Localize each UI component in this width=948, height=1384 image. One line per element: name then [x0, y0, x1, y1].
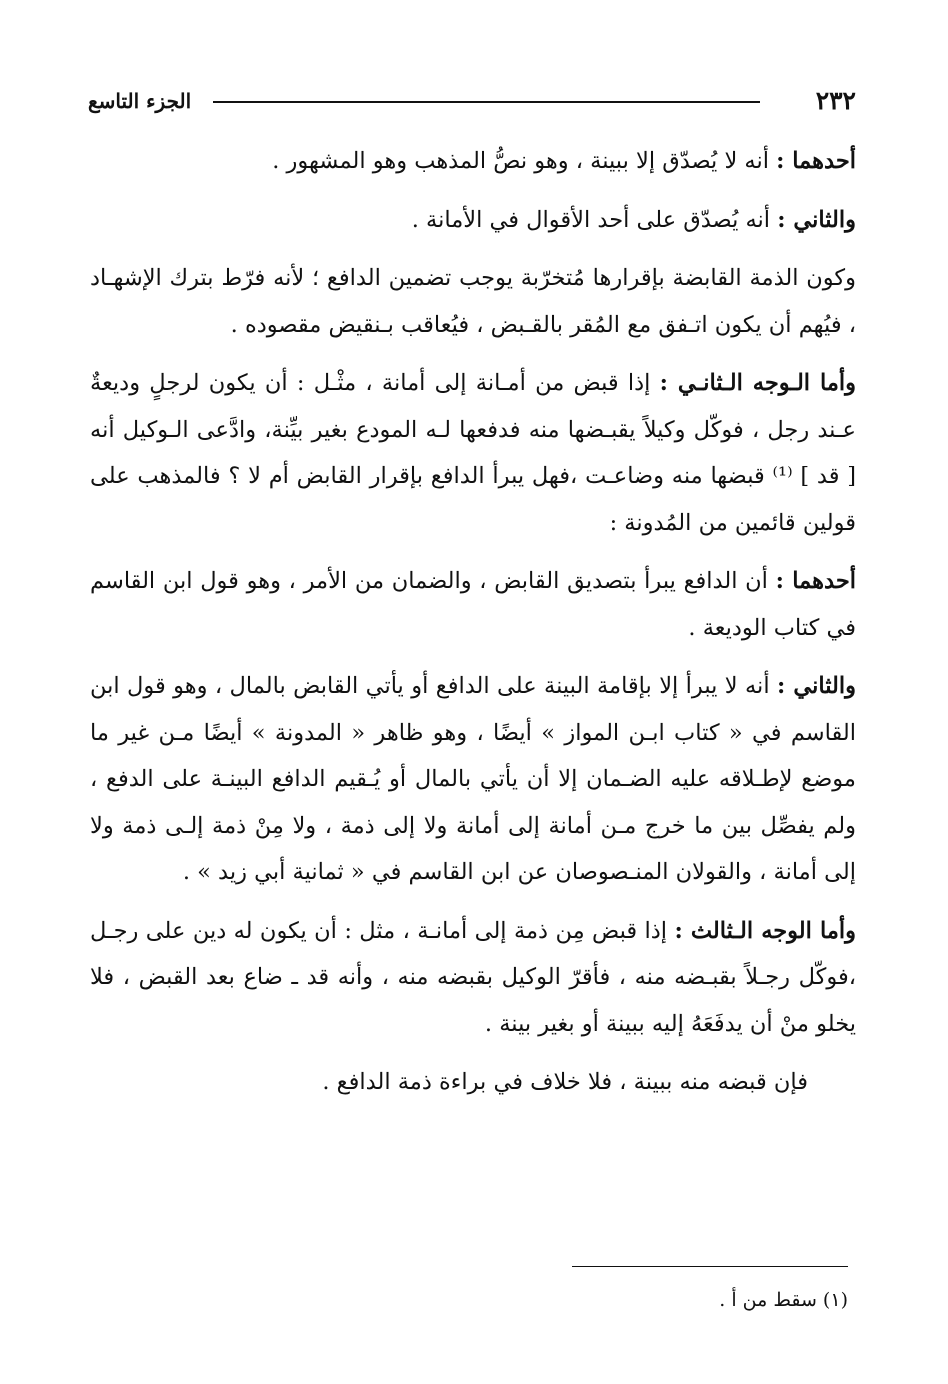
page-number: ٢٣٢ [815, 86, 856, 115]
paragraph-text: أنه يُصدّق على أحد الأقوال في الأمانة . [411, 206, 778, 233]
paragraph-text: أنه لا يُصدّق إلا ببينة ، وهو نصُّ المذهب وهو المشهور . [272, 148, 777, 174]
body-text [90, 138, 856, 1118]
paragraph-lead: والثاني : [776, 673, 856, 699]
paragraph-text: وكون الذمة القابضة بإقرارها مُتخرّبة يوجب تضمين الدافع ؛ لأنه فرّط بترك الإشهـاد ، فيُهم أن يكون اتـفق مع المُقر بالقـبض ، فيُعاقب بـنقيض مقصوده . [90, 265, 856, 338]
footnote-rule [572, 1266, 848, 1267]
paragraph [90, 138, 856, 185]
header-rule [213, 101, 760, 103]
paragraph-lead: والثاني : [777, 206, 856, 233]
paragraph [90, 255, 856, 348]
paragraph [90, 197, 856, 244]
paragraph-text: إذا قبض مِن ذمة إلى أمانـة ، مثل : أن يكون له دين على رجـل ،فوكّل رجـلاً بقبـضه منه ، فأقرّ الوكيل بقبضه منه ، وأنه قد ـ ضاع بعد القبض ، فلا يخلو منْ أن يدفَعَهُ إليه ببينة أو بغير بينة . [90, 917, 856, 1037]
paragraph [90, 360, 856, 546]
paragraph-text: إذا قبض من أمـانة إلى أمانة ، مثْـل : أن يكون لرجلٍ وديعةٌ عـند رجل ، فوكّل وكيلاً يقبـضها منه فدفعها لـه المودع بغير بيِّنة، وادَّعى الـوكيل أنه [ قد ] ⁽¹⁾ قبضها منه وضاعـت ،فهل يبرأ الدافع بإقرار القابض أم لا ؟ فالمذهب على قولين قائمين من المُدونة : [90, 370, 857, 536]
paragraph [90, 663, 856, 896]
paragraph-lead: وأما الـوجه الـثانـي : [659, 370, 856, 396]
paragraph-lead: أحدهما : [776, 148, 856, 174]
paragraph [90, 558, 856, 651]
paragraph-text: أنه لا يبرأ إلا بإقامة البينة على الدافع أو يأتي القابض بالمال ، وهو قول ابن القاسم في « كتاب ابـن المواز » أيضًا ، وهو ظاهر « المدونة » أيضًا مـن غير ما موضع لإطـلاقه عليه الضـمان إلا أن يأتي بالمال أو يُـقيم الدافع البينـة على الدفع ، ولم يفصِّل بين ما خرج مـن أمانة إلى أمانة ولا إلى ذمة ، ولا مِنْ ذمة إلـى ذمة ولا إلى أمانة ، والقولان المنـصوصان عن ابن القاسم في « ثمانية أبي زيد » . [90, 673, 857, 885]
paragraph-lead: أحدهما : [775, 568, 856, 594]
page-header [88, 84, 856, 120]
paragraph-text: أن الدافع يبرأ بتصديق القابض ، والضمان من الأمر ، وهو قول ابن القاسم في كتاب الوديعة . [90, 568, 856, 641]
paragraph-lead: وأما الوجه الـثالث : [674, 917, 856, 944]
paragraph [90, 1059, 856, 1106]
paragraph [90, 908, 856, 1048]
paragraph-text: فإن قبضه منه ببينة ، فلا خلاف في براءة ذمة الدافع . [322, 1069, 808, 1095]
footnote: (١) سقط من أ . [719, 1289, 848, 1311]
running-title: الجزء التاسع [88, 89, 192, 113]
